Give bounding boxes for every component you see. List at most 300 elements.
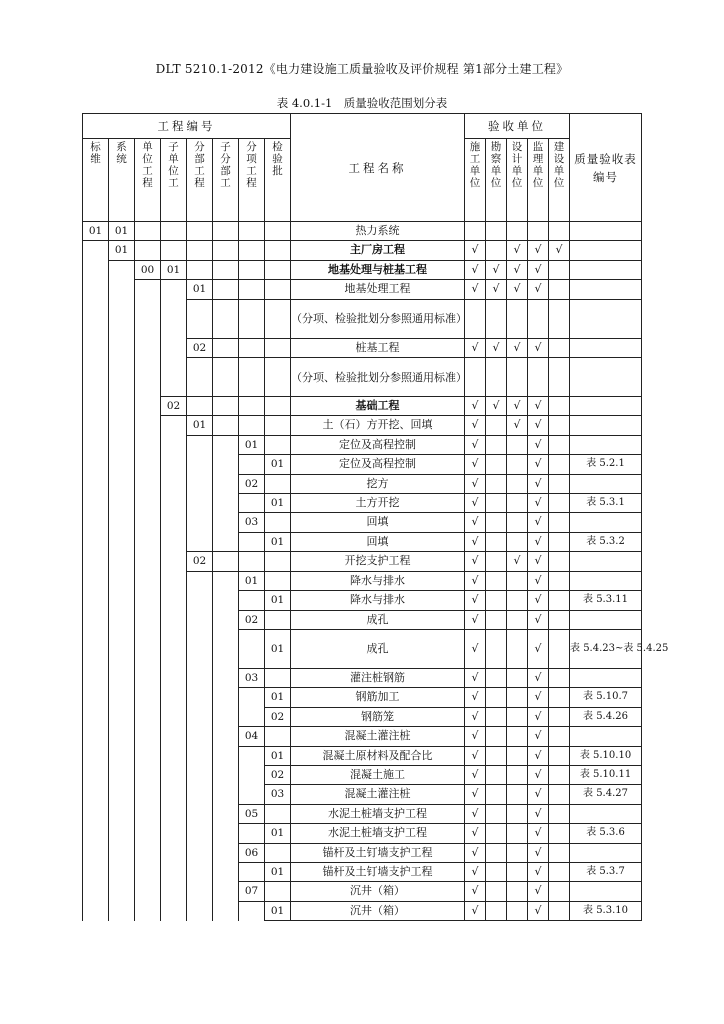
item-code: 01 [239, 435, 265, 454]
part-code [187, 707, 213, 726]
project-name-cell: 锚杆及土钉墙支护工程 [291, 862, 465, 881]
line-code [83, 707, 109, 726]
form-number-cell [570, 552, 642, 571]
supervision-check [528, 299, 549, 338]
survey-check [486, 785, 507, 804]
table-row [83, 824, 642, 843]
owner-check [549, 222, 570, 241]
owner-check [549, 824, 570, 843]
project-name-cell: 热力系统 [291, 222, 465, 241]
batch-code [265, 474, 291, 493]
batch-code: 01 [265, 746, 291, 765]
subpart-code [213, 843, 239, 862]
part-code [187, 260, 213, 279]
design-check [507, 765, 528, 784]
subunit-code [161, 862, 187, 881]
part-code [187, 474, 213, 493]
unit-code [135, 882, 161, 901]
line-code [83, 668, 109, 687]
batch-code [265, 435, 291, 454]
unit-code [135, 513, 161, 532]
subunit-code: 02 [161, 397, 187, 416]
construction-check: √ [465, 241, 486, 260]
supervision-check: √ [528, 901, 549, 920]
supervision-check: √ [528, 882, 549, 901]
system-code [109, 416, 135, 435]
table-row [83, 435, 642, 454]
unit-code [135, 338, 161, 357]
supervision-check: √ [528, 804, 549, 823]
owner-check [549, 494, 570, 513]
supervision-check: √ [528, 824, 549, 843]
batch-code [265, 727, 291, 746]
unit-code [135, 746, 161, 765]
unit-code [135, 280, 161, 299]
part-code [187, 727, 213, 746]
subunit-code [161, 804, 187, 823]
part-code [187, 222, 213, 241]
system-code [109, 765, 135, 784]
form-number-cell: 表 5.3.7 [570, 862, 642, 881]
owner-check [549, 416, 570, 435]
design-check [507, 513, 528, 532]
item-code [239, 901, 265, 920]
line-code [83, 862, 109, 881]
line-code [83, 610, 109, 629]
owner-check [549, 688, 570, 707]
survey-check [486, 435, 507, 454]
construction-check: √ [465, 629, 486, 668]
system-code [109, 707, 135, 726]
owner-check [549, 707, 570, 726]
design-check [507, 435, 528, 454]
construction-check: √ [465, 494, 486, 513]
part-code [187, 882, 213, 901]
form-number-cell [570, 882, 642, 901]
owner-check [549, 610, 570, 629]
construction-check: √ [465, 765, 486, 784]
line-code [83, 299, 109, 338]
survey-check [486, 591, 507, 610]
unit-code [135, 824, 161, 843]
subpart-code [213, 338, 239, 357]
table-row [83, 494, 642, 513]
owner-check [549, 843, 570, 862]
form-number-cell [570, 610, 642, 629]
form-number-cell: 表 5.2.1 [570, 455, 642, 474]
survey-check [486, 629, 507, 668]
owner-check [549, 901, 570, 920]
header-subpart: 子分部工 [213, 139, 239, 222]
owner-check [549, 474, 570, 493]
project-name-cell: 水泥土桩墙支护工程 [291, 804, 465, 823]
line-code [83, 746, 109, 765]
supervision-check: √ [528, 416, 549, 435]
design-check [507, 785, 528, 804]
project-name-cell: 地基处理工程 [291, 280, 465, 299]
owner-check [549, 552, 570, 571]
table-row [83, 474, 642, 493]
design-check [507, 804, 528, 823]
design-check [507, 610, 528, 629]
unit-code [135, 416, 161, 435]
part-code [187, 358, 213, 397]
construction-check: √ [465, 804, 486, 823]
unit-code [135, 397, 161, 416]
design-check: √ [507, 416, 528, 435]
subunit-code [161, 571, 187, 590]
construction-check: √ [465, 455, 486, 474]
survey-check [486, 610, 507, 629]
project-name-cell: 沉井（箱） [291, 882, 465, 901]
unit-code [135, 668, 161, 687]
line-code [83, 727, 109, 746]
form-number-cell [570, 571, 642, 590]
owner-check [549, 260, 570, 279]
item-code [239, 280, 265, 299]
unit-code [135, 222, 161, 241]
subpart-code [213, 513, 239, 532]
project-name-cell: 成孔 [291, 629, 465, 668]
item-code: 03 [239, 513, 265, 532]
item-code [239, 532, 265, 551]
project-name-cell: 开挖支护工程 [291, 552, 465, 571]
form-number-cell [570, 474, 642, 493]
item-code [239, 241, 265, 260]
item-code [239, 299, 265, 338]
unit-code [135, 241, 161, 260]
acceptance-division-table [82, 113, 669, 921]
construction-check: √ [465, 397, 486, 416]
design-check [507, 474, 528, 493]
construction-check: √ [465, 901, 486, 920]
system-code [109, 668, 135, 687]
part-code [187, 629, 213, 668]
subpart-code [213, 765, 239, 784]
supervision-check: √ [528, 494, 549, 513]
design-check [507, 688, 528, 707]
part-code [187, 532, 213, 551]
form-number-cell [570, 435, 642, 454]
supervision-check: √ [528, 765, 549, 784]
supervision-check: √ [528, 707, 549, 726]
table-row [83, 746, 642, 765]
system-code [109, 882, 135, 901]
system-code [109, 455, 135, 474]
system-code [109, 610, 135, 629]
subunit-code [161, 591, 187, 610]
design-check [507, 299, 528, 338]
owner-check [549, 746, 570, 765]
line-code [83, 765, 109, 784]
supervision-check: √ [528, 532, 549, 551]
subpart-code [213, 358, 239, 397]
project-name-cell: 钢筋笼 [291, 707, 465, 726]
construction-check: √ [465, 746, 486, 765]
table-row [83, 397, 642, 416]
system-code [109, 824, 135, 843]
table-row [83, 591, 642, 610]
owner-check [549, 571, 570, 590]
line-code [83, 901, 109, 920]
survey-check [486, 668, 507, 687]
design-check [507, 707, 528, 726]
subunit-code [161, 882, 187, 901]
supervision-check: √ [528, 513, 549, 532]
project-name-cell: 混凝土灌注桩 [291, 785, 465, 804]
system-code [109, 785, 135, 804]
survey-check [486, 571, 507, 590]
subunit-code [161, 532, 187, 551]
project-name-cell: 沉井（箱） [291, 901, 465, 920]
batch-code: 03 [265, 785, 291, 804]
supervision-check: √ [528, 474, 549, 493]
part-code: 02 [187, 552, 213, 571]
system-code [109, 299, 135, 338]
owner-check [549, 435, 570, 454]
project-name-cell: 混凝土施工 [291, 765, 465, 784]
header-item: 分项工程 [239, 139, 265, 222]
supervision-check: √ [528, 552, 549, 571]
construction-check [465, 299, 486, 338]
construction-check: √ [465, 435, 486, 454]
table-row [83, 513, 642, 532]
subunit-code [161, 901, 187, 920]
subunit-code [161, 629, 187, 668]
subpart-code [213, 882, 239, 901]
unit-code [135, 727, 161, 746]
form-number-cell [570, 513, 642, 532]
header-acceptance-units: 验收单位 [465, 114, 570, 139]
subunit-code [161, 824, 187, 843]
line-code [83, 571, 109, 590]
item-code: 05 [239, 804, 265, 823]
project-name-cell: 混凝土灌注桩 [291, 727, 465, 746]
form-number-cell: 表 5.4.23~表 5.4.25 [570, 629, 642, 668]
table-row [83, 727, 642, 746]
line-code [83, 688, 109, 707]
line-code [83, 494, 109, 513]
project-name-cell: 降水与排水 [291, 591, 465, 610]
survey-check [486, 241, 507, 260]
table-row [83, 358, 642, 397]
subunit-code [161, 765, 187, 784]
batch-code [265, 260, 291, 279]
batch-code: 01 [265, 862, 291, 881]
design-check [507, 862, 528, 881]
subpart-code [213, 629, 239, 668]
form-number-cell: 表 5.3.2 [570, 532, 642, 551]
design-check: √ [507, 260, 528, 279]
item-code [239, 455, 265, 474]
construction-check: √ [465, 260, 486, 279]
form-number-cell [570, 299, 642, 338]
survey-check [486, 222, 507, 241]
unit-code [135, 862, 161, 881]
design-check [507, 882, 528, 901]
batch-code: 01 [265, 629, 291, 668]
unit-code [135, 688, 161, 707]
form-number-cell [570, 397, 642, 416]
design-check [507, 901, 528, 920]
subunit-code [161, 338, 187, 357]
table-row [83, 629, 642, 668]
supervision-check: √ [528, 435, 549, 454]
form-number-cell [570, 338, 642, 357]
form-number-cell: 表 5.3.10 [570, 901, 642, 920]
construction-check: √ [465, 474, 486, 493]
design-check [507, 629, 528, 668]
batch-code [265, 222, 291, 241]
table-title: 表 4.0.1-1 质量验收范围划分表 [276, 96, 448, 110]
batch-code [265, 843, 291, 862]
system-code [109, 804, 135, 823]
system-code [109, 629, 135, 668]
table-row [83, 688, 642, 707]
construction-check: √ [465, 785, 486, 804]
line-code [83, 824, 109, 843]
item-code: 02 [239, 610, 265, 629]
survey-check: √ [486, 397, 507, 416]
form-number-cell [570, 843, 642, 862]
survey-check [486, 474, 507, 493]
unit-code [135, 629, 161, 668]
supervision-check [528, 222, 549, 241]
system-code: 01 [109, 241, 135, 260]
line-code [83, 260, 109, 279]
line-code [83, 280, 109, 299]
item-code [239, 707, 265, 726]
survey-check [486, 494, 507, 513]
survey-check [486, 688, 507, 707]
line-code [83, 435, 109, 454]
unit-code [135, 785, 161, 804]
owner-check [549, 804, 570, 823]
system-code [109, 358, 135, 397]
unit-code [135, 571, 161, 590]
part-code [187, 765, 213, 784]
design-check: √ [507, 338, 528, 357]
part-code [187, 494, 213, 513]
owner-check [549, 629, 570, 668]
line-code [83, 416, 109, 435]
owner-check [549, 727, 570, 746]
table-row [83, 260, 642, 279]
subunit-code [161, 746, 187, 765]
line-code [83, 629, 109, 668]
part-code [187, 824, 213, 843]
table-row [83, 610, 642, 629]
survey-check [486, 804, 507, 823]
survey-check [486, 299, 507, 338]
design-check [507, 668, 528, 687]
survey-check [486, 358, 507, 397]
subpart-code [213, 610, 239, 629]
line-code [83, 241, 109, 260]
part-code: 01 [187, 416, 213, 435]
supervision-check: √ [528, 397, 549, 416]
project-name-cell: 混凝土原材料及配合比 [291, 746, 465, 765]
survey-check [486, 727, 507, 746]
batch-code [265, 416, 291, 435]
form-number-cell: 表 5.3.6 [570, 824, 642, 843]
line-code [83, 785, 109, 804]
owner-check [549, 785, 570, 804]
subunit-code [161, 435, 187, 454]
project-name-cell: 基础工程 [291, 397, 465, 416]
item-code [239, 688, 265, 707]
construction-check: √ [465, 532, 486, 551]
subpart-code [213, 668, 239, 687]
line-code [83, 397, 109, 416]
table-row [83, 785, 642, 804]
construction-check [465, 222, 486, 241]
subpart-code [213, 688, 239, 707]
item-code [239, 746, 265, 765]
supervision-check: √ [528, 785, 549, 804]
system-code [109, 338, 135, 357]
item-code [239, 591, 265, 610]
design-check [507, 824, 528, 843]
subunit-code [161, 455, 187, 474]
survey-check: √ [486, 260, 507, 279]
subpart-code [213, 746, 239, 765]
owner-check [549, 358, 570, 397]
part-code [187, 843, 213, 862]
subpart-code [213, 901, 239, 920]
batch-code [265, 552, 291, 571]
part-code [187, 435, 213, 454]
line-code [83, 338, 109, 357]
project-name-cell: 回填 [291, 532, 465, 551]
part-code [187, 862, 213, 881]
part-code [187, 901, 213, 920]
subpart-code [213, 804, 239, 823]
table-row [83, 571, 642, 590]
item-code: 04 [239, 727, 265, 746]
project-name-cell: 定位及高程控制 [291, 435, 465, 454]
form-number-cell: 表 5.10.7 [570, 688, 642, 707]
unit-code [135, 474, 161, 493]
survey-check [486, 513, 507, 532]
system-code [109, 591, 135, 610]
subunit-code [161, 843, 187, 862]
subpart-code [213, 494, 239, 513]
design-check [507, 455, 528, 474]
project-name-cell: 钢筋加工 [291, 688, 465, 707]
header-line: 标维 [83, 139, 109, 222]
part-code [187, 668, 213, 687]
survey-check [486, 901, 507, 920]
unit-code [135, 610, 161, 629]
supervision-check: √ [528, 571, 549, 590]
line-code [83, 552, 109, 571]
supervision-check: √ [528, 862, 549, 881]
header-project-name: 工程名称 [291, 114, 465, 222]
construction-check: √ [465, 824, 486, 843]
subpart-code [213, 280, 239, 299]
batch-code [265, 358, 291, 397]
item-code [239, 629, 265, 668]
part-code [187, 610, 213, 629]
system-code [109, 688, 135, 707]
construction-check: √ [465, 843, 486, 862]
supervision-check: √ [528, 668, 549, 687]
table-row [83, 668, 642, 687]
item-code [239, 785, 265, 804]
item-code [239, 416, 265, 435]
table-row [83, 241, 642, 260]
